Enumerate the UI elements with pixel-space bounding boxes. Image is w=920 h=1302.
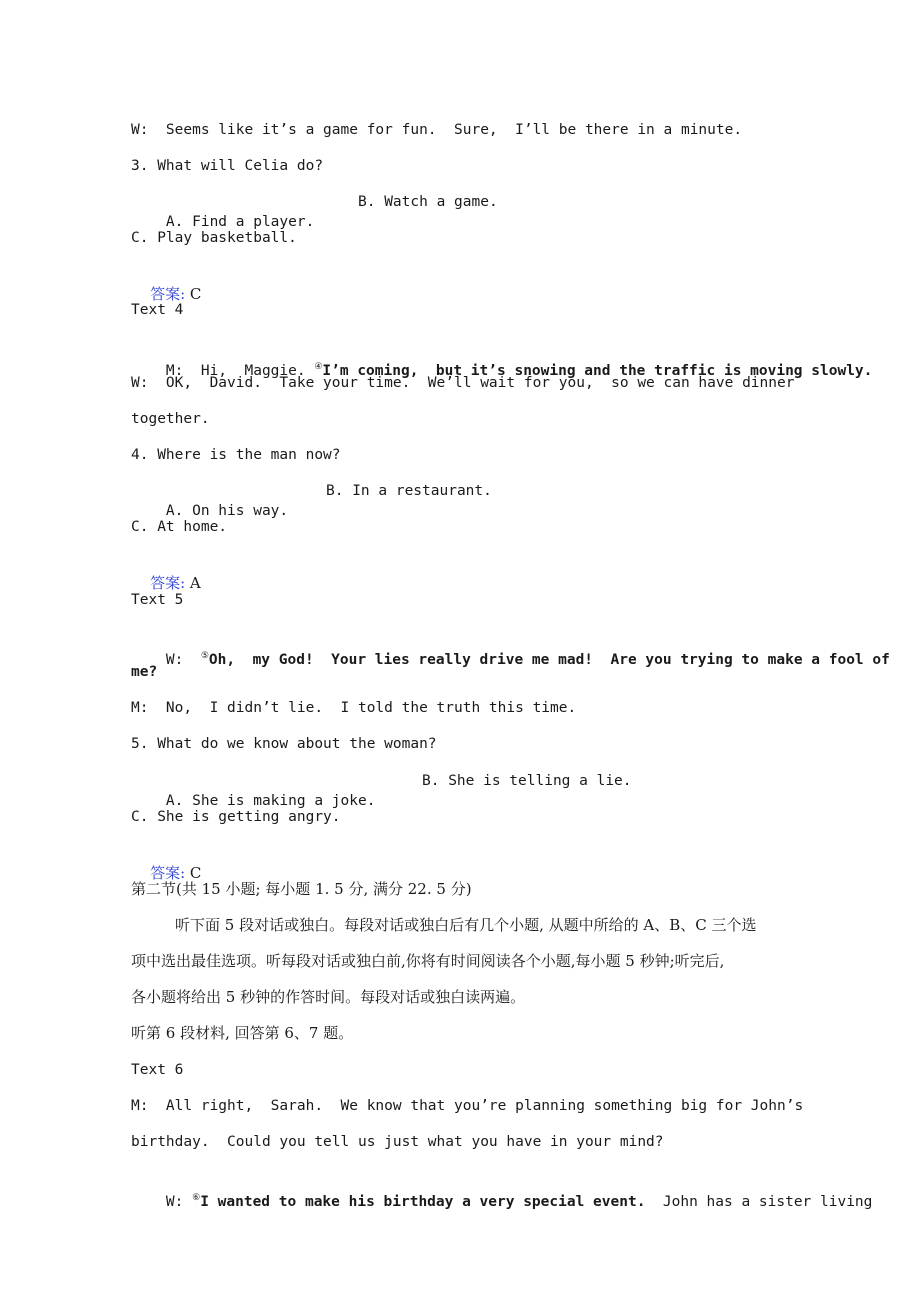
question-4: 4. Where is the man now? — [131, 447, 341, 463]
q5-option-b: B. She is telling a lie. — [422, 773, 632, 789]
text-4-heading: Text 4 — [131, 302, 184, 318]
marker-5: ⑤ — [200, 651, 209, 661]
q4-option-c: C. At home. — [131, 519, 228, 535]
instructions-line: 各小题将给出 5 秒钟的作答时间。每段对话或独白读两遍。 — [131, 988, 526, 1006]
answer-value: C — [185, 285, 202, 303]
speaker-label: M: Hi, Maggie. — [165, 362, 315, 379]
q4-option-b: B. In a restaurant. — [326, 483, 492, 499]
marker-4: ④ — [314, 362, 323, 372]
instructions-line: 听下面 5 段对话或独白。每段对话或独白后有几个小题, 从题中所给的 A、B、C 三个选 — [175, 916, 757, 934]
q5-option-c: C. She is getting angry. — [131, 809, 341, 825]
dialogue-line: W: OK, David. Take your time. We’ll wait for you, so we can have dinner — [131, 375, 795, 391]
highlighted-sentence: I’m coming, but it’s snowing and the traffic is moving slowly. — [322, 362, 873, 379]
highlighted-sentence: Oh, my God! Your lies really drive me mad! Are you trying to make a fool of — [208, 651, 890, 668]
dialogue-line-cont: together. — [131, 411, 210, 427]
dialogue-line: M: No, I didn’t lie. I told the truth this time. — [131, 700, 577, 716]
q4-option-a: A. On his way. — [165, 503, 289, 519]
highlighted-sentence-cont: me? — [131, 664, 158, 680]
dialogue-line: W: Seems like it’s a game for fun. Sure, I’ll be there in a minute. — [131, 122, 743, 138]
highlighted-sentence: I wanted to make his birthday a very special event. — [200, 1193, 646, 1210]
instructions-line: 项中选出最佳选项。听每段对话或独白前,你将有时间阅读各个小题,每小题 5 秒钟;听完后, — [131, 952, 725, 970]
q3-option-a: A. Find a player. — [165, 214, 315, 230]
answer-label: 答案: — [150, 864, 186, 882]
marker-6: ⑥ — [192, 1193, 201, 1203]
question-5: 5. What do we know about the woman? — [131, 736, 437, 752]
speaker-label: W: — [165, 651, 201, 668]
q5-option-a: A. She is making a joke. — [165, 793, 376, 809]
answer-value: A — [185, 574, 201, 592]
text-5-heading: Text 5 — [131, 592, 184, 608]
dialogue-line: M: All right, Sarah. We know that you’re planning something big for John’s — [131, 1098, 804, 1114]
dialogue-text: John has a sister living — [645, 1193, 873, 1210]
answer-label: 答案: — [150, 574, 186, 592]
listen-instruction: 听第 6 段材料, 回答第 6、7 题。 — [131, 1024, 354, 1042]
q3-option-c: C. Play basketball. — [131, 230, 297, 246]
section-2-heading: 第二节(共 15 小题; 每小题 1. 5 分, 满分 22. 5 分) — [131, 880, 472, 898]
dialogue-line — [131, 1168, 873, 1232]
dialogue-line-cont: birthday. Could you tell us just what you have in your mind? — [131, 1134, 664, 1150]
text-6-heading: Text 6 — [131, 1062, 184, 1078]
q3-option-b: B. Watch a game. — [358, 194, 498, 210]
answer-label: 答案: — [150, 285, 186, 303]
answer-value: C — [185, 864, 202, 882]
question-3: 3. What will Celia do? — [131, 158, 324, 174]
speaker-label: W: — [165, 1193, 193, 1210]
